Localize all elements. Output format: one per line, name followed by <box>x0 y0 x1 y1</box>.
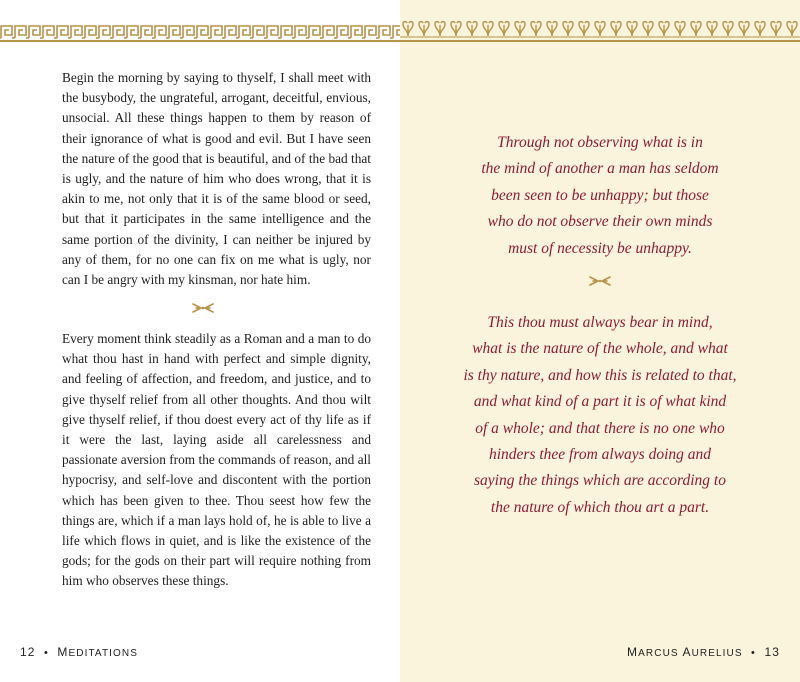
footer-left <box>20 645 138 659</box>
right-page <box>400 0 800 682</box>
quote-1: Through not observing what is in the mind of another a man has seldom been seen to be unhappy; but those who do not observe their own minds must of necessity be unhappy. <box>481 134 719 257</box>
footer-right <box>627 645 780 659</box>
leaf-ornament-icon <box>192 301 214 315</box>
running-title: MEDITATIONS <box>57 645 139 659</box>
palmette-border-icon <box>400 0 800 42</box>
paragraph-1: Begin the morning by saying to thyself, I shall meet with the busybody, the ungrateful, arrogant, deceitful, envious, unsocial. All these things happen to them by reason of their ignorance of what is good and evil. But I have seen the nature of the good that is beautiful, and of the bad that is ugly, and the nature of him who does wrong, that it is akin to me, not only that it is of the same blood or seed, but that it participates in the same intelligence and the same portion of the divinity, I can neither be injured by any of them, for no one can fix on me what is ugly, nor can I be angry with my kinsman, nor hate him. <box>62 70 371 288</box>
leaf-ornament-icon <box>589 274 611 288</box>
footer-separator: • <box>751 647 756 659</box>
quote-2: This thou must always bear in mind, what is the nature of the whole, and what is thy nature, and how this is related to that, and what kind of a part it is of what kind of a whole; and that there is no one who hinders thee from always doing and saying the things which are according to the nature of which thou art a part. <box>463 314 737 516</box>
page-number: 13 <box>764 645 780 659</box>
paragraph-2: Every moment think steadily as a Roman and a man to do what thou hast in hand with perfect and simple dignity, and feeling of affection, and freedom, and justice, and to give thyself relief from all other thoughts. And thou wilt give thyself relief, if thou doest every act of thy life as if it were the last, laying aside all carelessness and passionate aversion from the commands of reason, and all hypocrisy, and self-love and discontent with the portion which has been given to thee. Thou seest how few the things are, which if a man lays hold of, he is able to live a life which flows in quiet, and is like the existence of the gods; for the gods on their part will require nothing from him who observes these things. <box>62 331 371 589</box>
running-author: MARCUS AURELIUS <box>627 645 743 659</box>
footer-separator: • <box>44 647 49 659</box>
header-rule <box>0 40 400 42</box>
greek-key-border-icon <box>0 24 400 40</box>
page-number: 12 <box>20 645 36 659</box>
